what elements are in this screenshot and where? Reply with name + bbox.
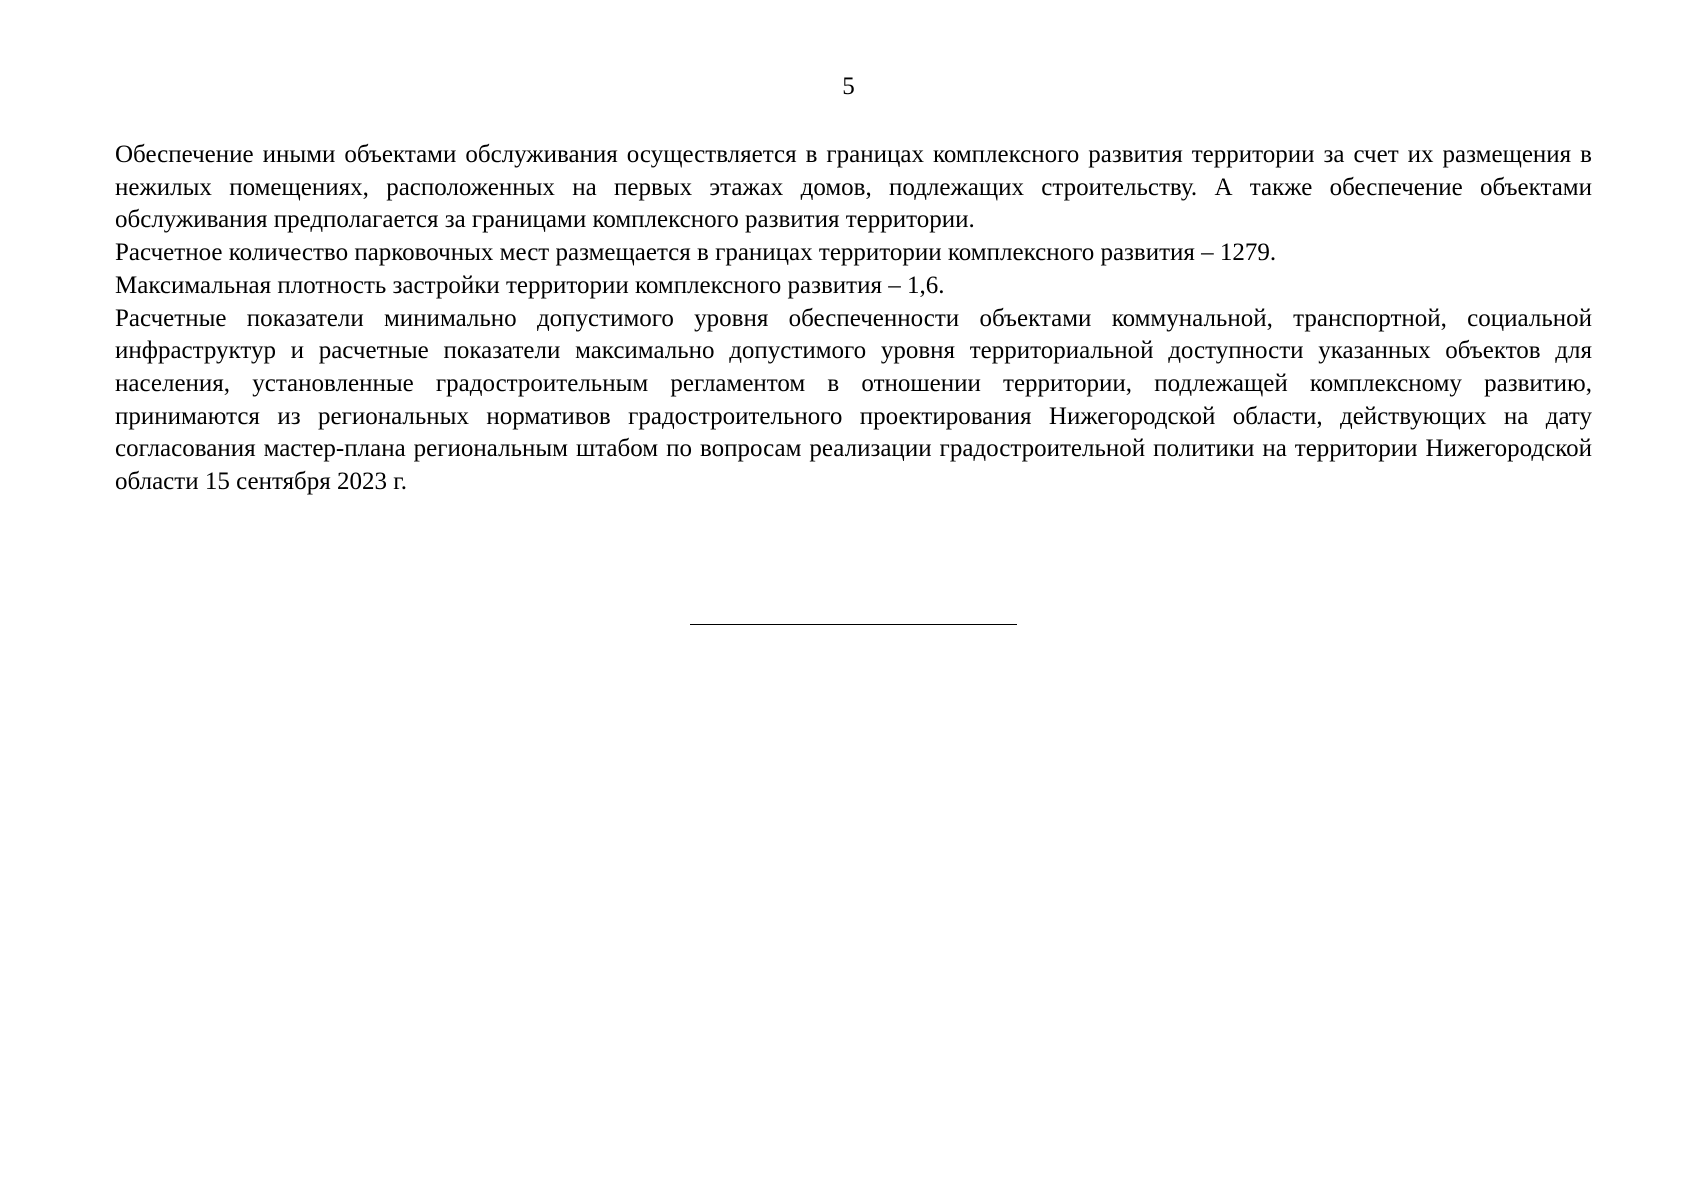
end-of-document-rule	[690, 624, 1017, 625]
paragraph-service-objects: Обеспечение иными объектами обслуживания осуществляется в границах комплексного развития территории за счет их размещения в нежилых помещениях, расположенных на первых этажах домов, подлежащих строительству. А также обеспечение объектами обслуживания предполагается за границами комплексного развития территории.	[115, 141, 1592, 234]
page-number: 5	[842, 73, 855, 100]
paragraph-infrastructure-indicators: Расчетные показатели минимально допустимого уровня обеспеченности объектами коммунальной, транспортной, социальной инфраструктур и расчетные показатели максимально допустимого уровня территориальной доступности указанных объектов для населения, установленные градостроительным регламентом в отношении территории, подлежащей комплексному развитию, принимаются из региональных нормативов градостроительного проектирования Нижегородской области, действующих на дату согласования мастер-плана региональным штабом по вопросам реализации градостроительной политики на территории Нижегородской области 15 сентября 2023 г.	[115, 304, 1592, 496]
document-body	[115, 139, 1592, 499]
paragraph-building-density: Максимальная плотность застройки территории комплексного развития – 1,6.	[115, 271, 945, 299]
paragraph-parking-spaces: Расчетное количество парковочных мест размещается в границах территории комплексного развития – 1279.	[115, 239, 1277, 267]
